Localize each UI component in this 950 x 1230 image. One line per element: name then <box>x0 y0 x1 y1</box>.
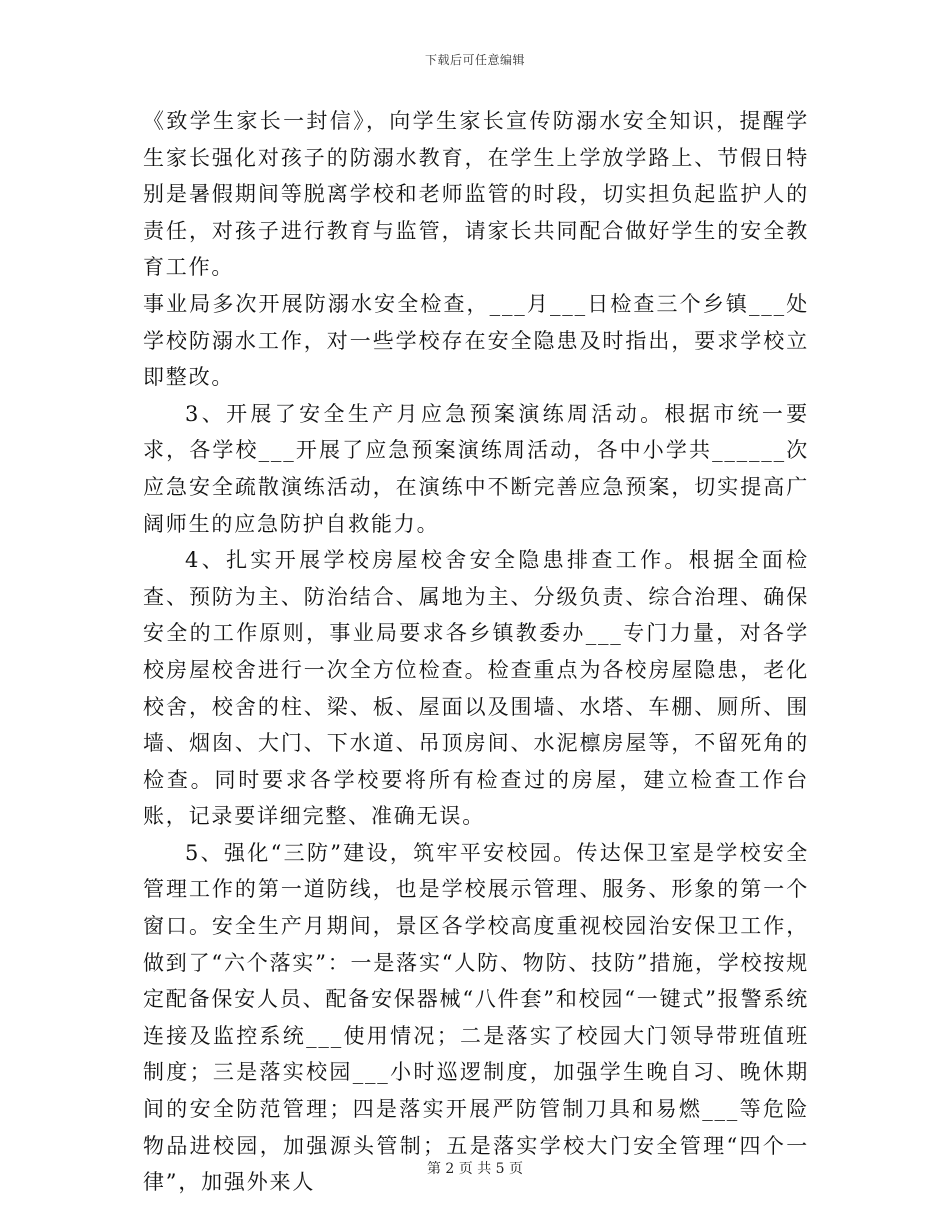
paragraph-item-5-three-defenses: 5、强化“三防”建设，筑牢平安校园。传达保卫室是学校安全管理工作的第一道防线，也是学校展示管理、服务、形象的第一个窗口。安全生产月期间，景区各学校高度重视校园治安保卫工作，做到了“六个落实”：一是落实“人防、物防、技防”措施，学校按规定配备保安人员、配备安保器械“八件套”和校园“一键式”报警系统连接及监控系统___使用情况；二是落实了校园大门领导带班值班制度；三是落实校园___小时巡逻制度，加强学生晚自习、晚休期间的安全防范管理；四是落实开展严防管制刀具和易燃___等危险物品进校园，加强源头管制；五是落实学校大门安全管理“四个一律”，加强外来人 <box>143 840 809 1195</box>
page-header: 下载后可任意编辑 <box>424 53 525 67</box>
paragraph-drowning-inspection: 事业局多次开展防溺水安全检查，___月___日检查三个乡镇___处学校防溺水工作，对一些学校存在安全隐患及时指出，要求学校立即整改。 <box>143 291 809 390</box>
page-footer: 第 2 页 共 5 页 <box>426 1161 524 1177</box>
document-body <box>143 103 809 1201</box>
paragraph-item-3-emergency-drill: 3、开展了安全生产月应急预案演练周活动。根据市统一要求，各学校___开展了应急预案演练周活动，各中小学共______次应急安全疏散演练活动，在演练中不断完善应急预案，切实提高广阔师生的应急防护自救能力。 <box>143 401 809 536</box>
paragraph-letter-to-parents: 《致学生家长一封信》，向学生家长宣传防溺水安全知识，提醒学生家长强化对孩子的防溺水教育，在学生上学放学路上、节假日特别是暑假期间等脱离学校和老师监管的时段，切实担负起监护人的责任，对孩子进行教育与监管，请家长共同配合做好学生的安全教育工作。 <box>143 109 809 280</box>
paragraph-item-4-building-inspection: 4、扎实开展学校房屋校舍安全隐患排查工作。根据全面检查、预防为主、防治结合、属地为主、分级负责、综合治理、确保安全的工作原则，事业局要求各乡镇教委办___专门力量，对各学校房屋校舍进行一次全方位检查。检查重点为各校房屋隐患，老化校舍，校舍的柱、梁、板、屋面以及围墙、水塔、车棚、厕所、围墙、烟囱、大门、下水道、吊顶房间、水泥檩房屋等，不留死角的检查。同时要求各学校要将所有检查过的房屋，建立检查工作台账，记录要详细完整、准确无误。 <box>143 548 809 829</box>
